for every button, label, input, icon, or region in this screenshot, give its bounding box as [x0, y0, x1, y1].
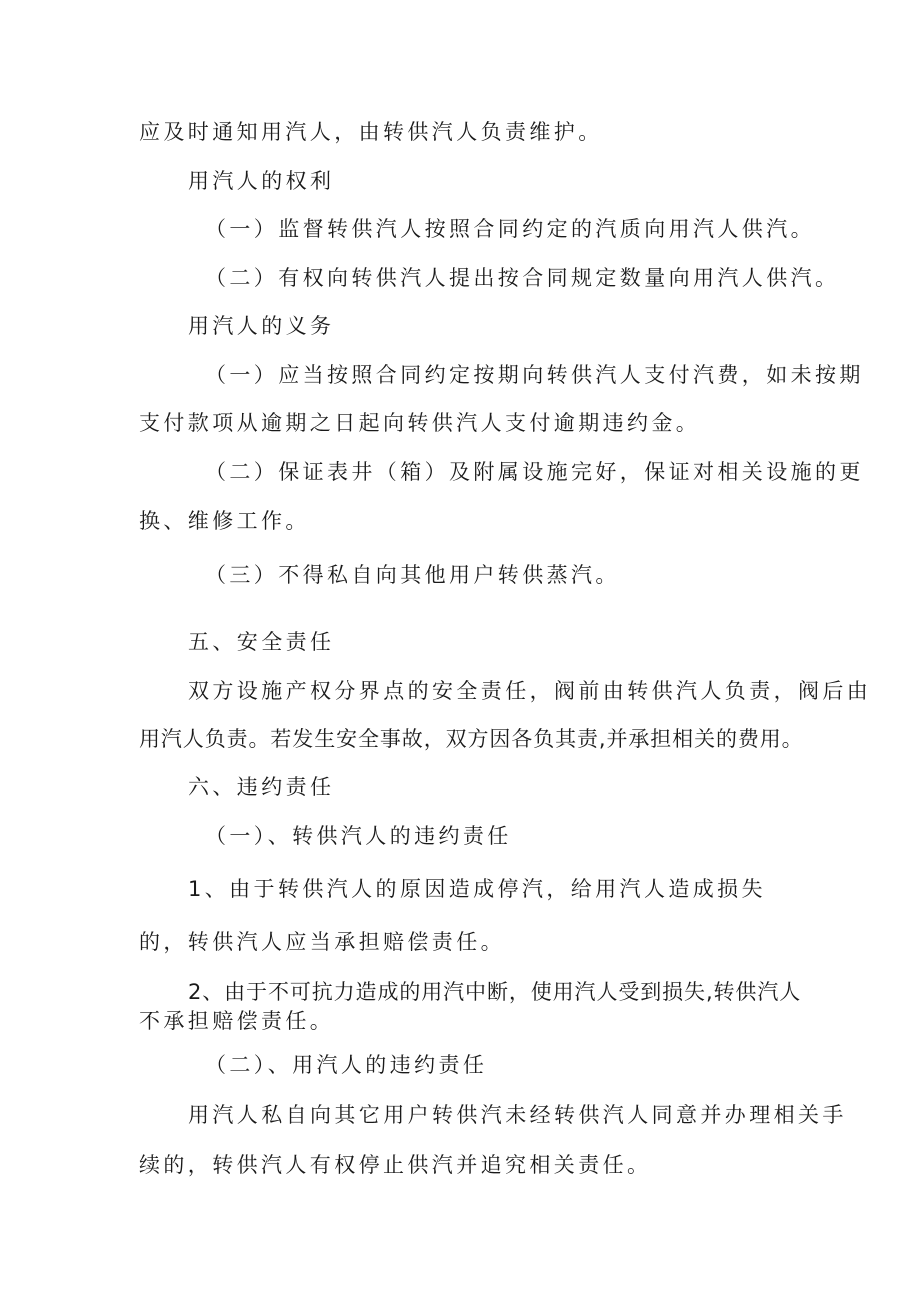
paragraph-line: 双方设施产权分界点的安全责任，阀前由转供汽人负责，阀后由 [188, 679, 872, 703]
paragraph-line: （一）监督转供汽人按照合同约定的汽质向用汽人供汽。 [205, 217, 815, 241]
paragraph-line: 应及时通知用汽人，由转供汽人负责维护。 [139, 120, 603, 144]
paragraph-line: 续的，转供汽人有权停止供汽并追究相关责任。 [139, 1153, 652, 1177]
section-heading-user-rights: 用汽人的权利 [188, 169, 335, 193]
paragraph-line: 1、由于转供汽人的原因造成停汽，给用汽人造成损失 [188, 877, 766, 901]
paragraph-line: 2、由于不可抗力造成的用汽中断，使用汽人受到损失,转供汽人 [188, 980, 802, 1004]
subsection-heading: （二）、用汽人的违约责任 [205, 1053, 488, 1077]
paragraph-line: 支付款项从逾期之日起向转供汽人支付逾期违约金。 [139, 411, 701, 435]
paragraph-line: （二）保证表井（箱）及附属设施完好，保证对相关设施的更 [205, 460, 864, 484]
paragraph-line: （二）有权向转供汽人提出按合同规定数量向用汽人供汽。 [205, 266, 840, 290]
paragraph-line: （三）不得私自向其他用户转供蒸汽。 [205, 563, 620, 587]
paragraph-line: 用汽人私自向其它用户转供汽未经转供汽人同意并办理相关手 [188, 1103, 847, 1127]
subsection-heading: （一）、转供汽人的违约责任 [205, 824, 512, 848]
section-heading-breach: 六、违约责任 [188, 775, 335, 799]
section-heading-user-obligations: 用汽人的义务 [188, 314, 335, 338]
paragraph-line: 用汽人负责。若发生安全事故，双方因各负其责,并承担相关的费用。 [139, 727, 804, 751]
paragraph-line: 换、维修工作。 [139, 509, 310, 533]
section-heading-safety: 五、安全责任 [188, 630, 335, 654]
paragraph-line: 不承担赔偿责任。 [139, 1009, 335, 1033]
paragraph-line: 的，转供汽人应当承担赔偿责任。 [139, 930, 505, 954]
paragraph-line: （一）应当按照合同约定按期向转供汽人支付汽费，如未按期 [205, 363, 864, 387]
